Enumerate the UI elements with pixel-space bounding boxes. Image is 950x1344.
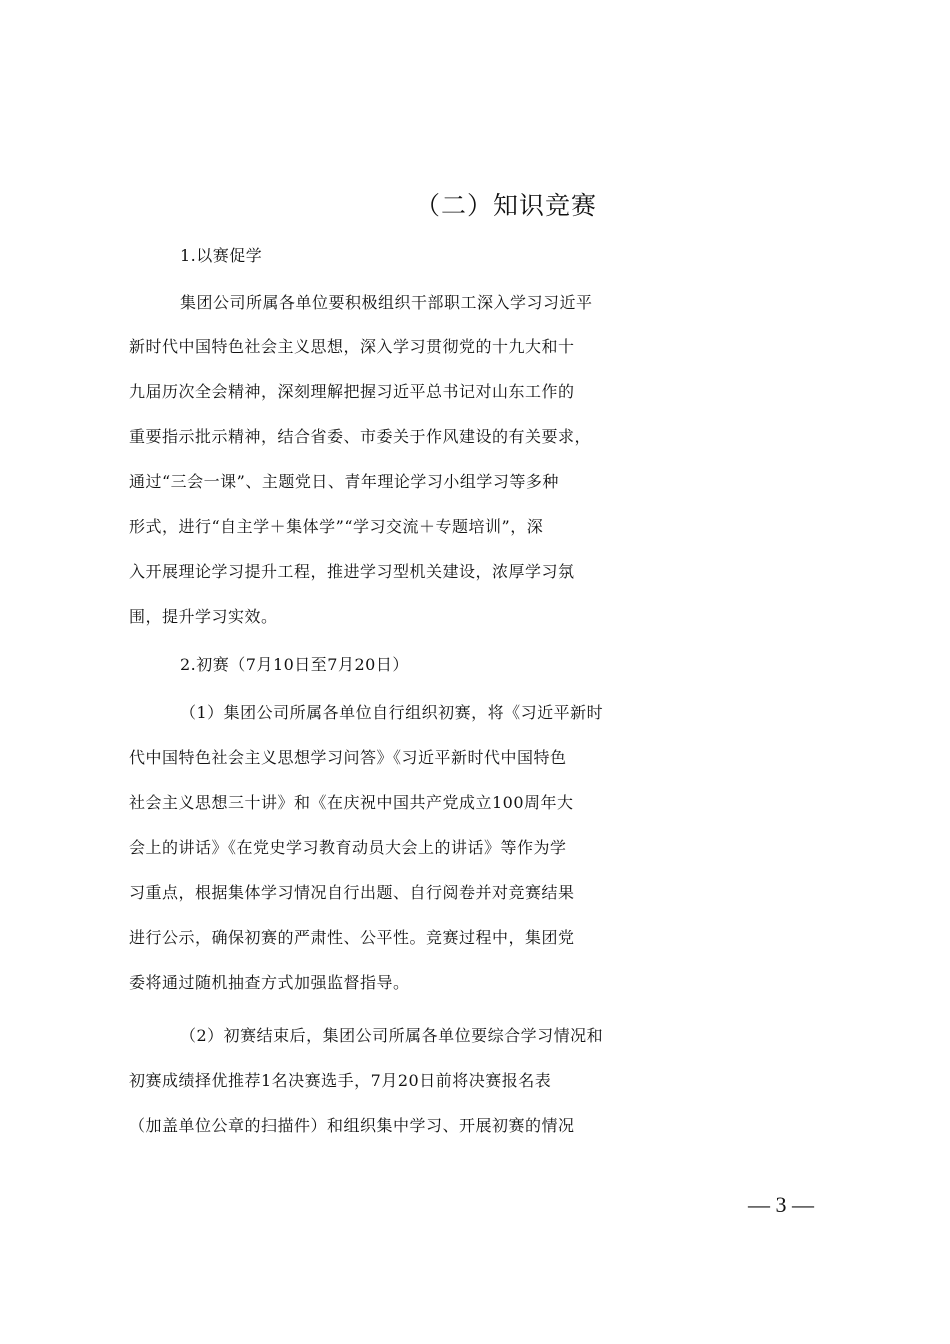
section-heading-text: （二）知识竞赛: [414, 191, 597, 220]
paragraph-1-line: 入开展理论学习提升工程，推进学习型机关建设，浓厚学习氛: [129, 562, 575, 581]
paragraph-3-line: 初赛成绩择优推荐1名决赛选手，7月20日前将决赛报名表: [129, 1071, 552, 1090]
paragraph-2-line: （1）集团公司所属各单位自行组织初赛，将《习近平新时: [180, 703, 604, 722]
paragraph-1-line: 形式，进行“自主学＋集体学”“学习交流＋专题培训”，深: [129, 517, 544, 536]
paragraph-1-line: 重要指示批示精神，结合省委、市委关于作风建设的有关要求，: [129, 427, 592, 446]
section-heading: [0, 186, 950, 226]
paragraph-1-line: 九届历次全会精神，深刻理解把握习近平总书记对山东工作的: [129, 382, 575, 401]
subsection-title-2: 2.初赛（7月10日至7月20日）: [180, 655, 409, 674]
subsection-title-1: 1.以赛促学: [180, 246, 263, 265]
paragraph-2-line: 委将通过随机抽查方式加强监督指导。: [129, 973, 410, 992]
paragraph-2-line: 社会主义思想三十讲》和《在庆祝中国共产党成立100周年大: [129, 793, 574, 812]
paragraph-3-line: （2）初赛结束后，集团公司所属各单位要综合学习情况和: [180, 1026, 604, 1045]
page-number: — 3 —: [748, 1192, 814, 1217]
paragraph-2-line: 习重点，根据集体学习情况自行出题、自行阅卷并对竞赛结果: [129, 883, 575, 902]
paragraph-3-line: （加盖单位公章的扫描件）和组织集中学习、开展初赛的情况: [129, 1116, 575, 1135]
paragraph-2-line: 进行公示，确保初赛的严肃性、公平性。竞赛过程中，集团党: [129, 928, 575, 947]
paragraph-2-line: 代中国特色社会主义思想学习问答》《习近平新时代中国特色: [129, 748, 567, 767]
paragraph-1-line: 新时代中国特色社会主义思想，深入学习贯彻党的十九大和十: [129, 337, 575, 356]
paragraph-2-line: 会上的讲话》《在党史学习教育动员大会上的讲话》等作为学: [129, 838, 567, 857]
paragraph-1-line: 围，提升学习实效。: [129, 607, 278, 626]
paragraph-1-line: 集团公司所属各单位要积极组织干部职工深入学习习近平: [180, 293, 593, 312]
paragraph-1-line: 通过“三会一课”、主题党日、青年理论学习小组学习等多种: [129, 472, 559, 491]
